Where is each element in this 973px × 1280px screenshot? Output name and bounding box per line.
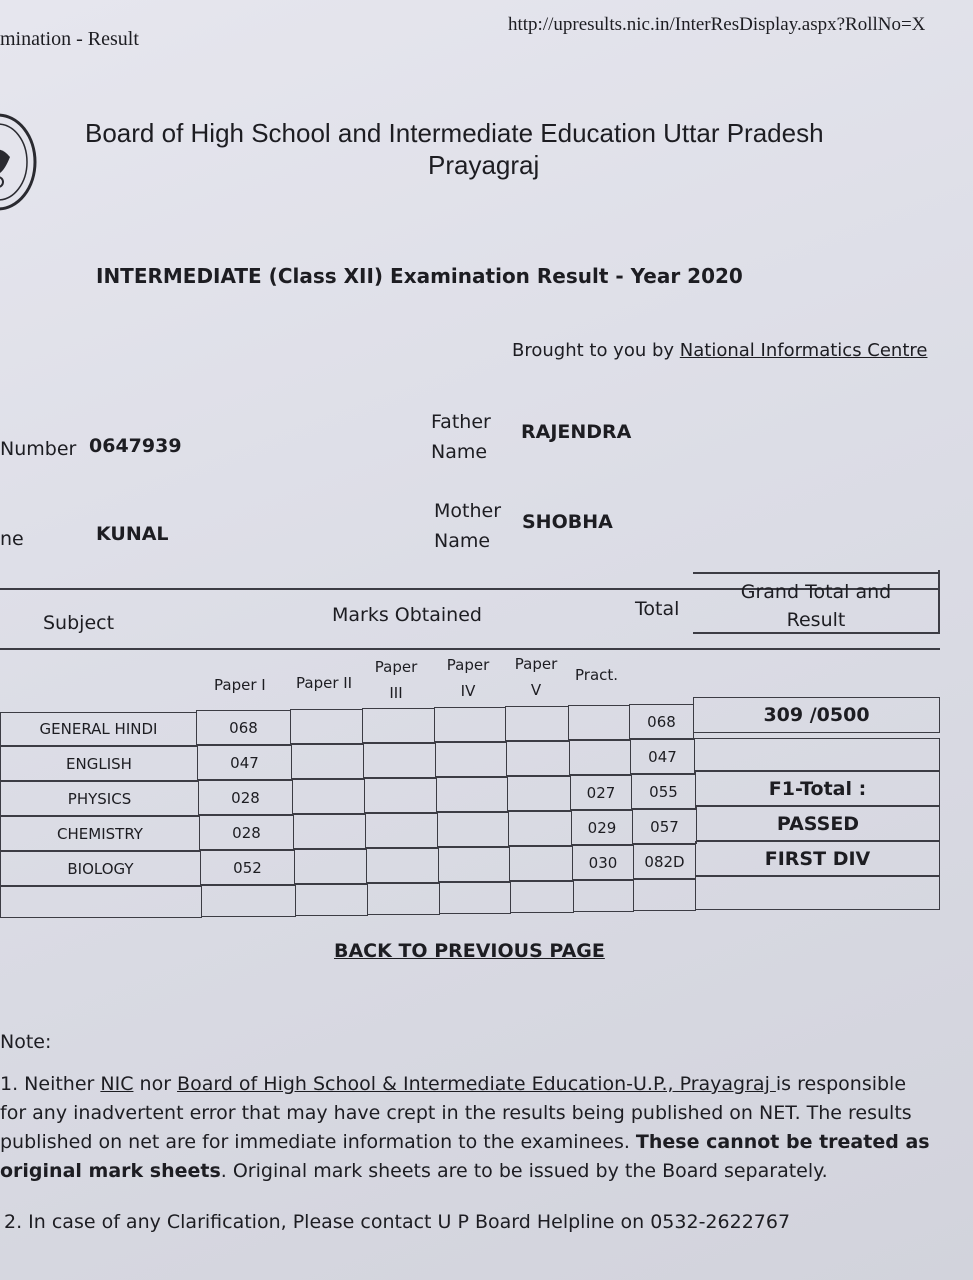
row-3-paper4 (437, 812, 509, 847)
row-3-paper5 (508, 811, 572, 846)
note-1-line1 (0, 1070, 960, 1099)
row-4-paper2 (294, 849, 367, 884)
grand-box-top (693, 572, 940, 574)
brought-by (512, 340, 927, 361)
row-1-paper3 (363, 743, 436, 778)
row-4-total: 082D (633, 844, 696, 879)
note-1-line3-b: These cannot be treated as (635, 1131, 930, 1153)
note-1-line3-a: published on net are for immediate information to the examinees. (0, 1131, 636, 1153)
nic-link[interactable]: National Informatics Centre (679, 340, 928, 361)
note-2: 2. In case of any Clarification, Please contact U P Board Helpline on 0532-2622767 (4, 1211, 791, 1233)
row-3-subject: CHEMISTRY (0, 816, 200, 851)
subheader-paper-5-a: Paper (514, 655, 558, 673)
row-5-paper3 (367, 883, 440, 915)
row-2-paper5 (507, 776, 571, 811)
mother-label-line2: Name (434, 530, 491, 552)
row-2-total: 055 (631, 774, 696, 809)
row-2-subject: PHYSICS (0, 781, 199, 816)
father-label-line2: Name (431, 441, 488, 463)
board-seal-logo (0, 112, 38, 212)
result-f1-total: F1-Total : (695, 771, 940, 806)
row-3-paper3 (365, 813, 438, 848)
subheader-paper-4-b: IV (460, 682, 476, 700)
subheader-paper-1: Paper I (214, 676, 266, 694)
note-1-mid: nor (133, 1073, 178, 1095)
row-0-paper1: 068 (196, 710, 291, 745)
row-1-practical (569, 740, 631, 775)
row-3-practical: 029 (571, 810, 633, 845)
row-0-paper2 (290, 709, 363, 744)
row-3-paper1: 028 (199, 815, 294, 850)
header-grand-line2: Result (786, 609, 846, 631)
header-grand-line1: Grand Total and (740, 581, 892, 603)
row-1-subject: ENGLISH (0, 746, 198, 781)
row-4-practical: 030 (572, 845, 634, 880)
brought-prefix: Brought to you by (512, 340, 675, 361)
note-1-line2: for any inadvertent error that may have crept in the results being published on NET. The results (0, 1102, 912, 1124)
back-to-previous-page-link[interactable]: BACK TO PREVIOUS PAGE (334, 940, 605, 962)
row-1-paper5 (506, 741, 570, 776)
row-2-paper4 (436, 777, 508, 812)
result-division: FIRST DIV (695, 841, 940, 876)
grand-box-right (938, 570, 940, 634)
header-total: Total (635, 598, 680, 620)
student-name-label: ne (0, 528, 24, 550)
row-5-paper4 (439, 882, 511, 914)
row-0-paper4 (434, 707, 506, 742)
subheader-practical: Pract. (575, 666, 619, 684)
mother-name-label (434, 496, 501, 556)
subheader-paper-3-b: III (389, 684, 403, 702)
subheader-paper-3 (374, 654, 418, 706)
print-url: http://upresults.nic.in/InterResDisplay.aspx?RollNo=X (508, 14, 926, 35)
print-page-title: mination - Result (0, 28, 139, 50)
row-2-paper3 (364, 778, 437, 813)
father-name-value: RAJENDRA (521, 421, 632, 443)
row-1-paper1: 047 (197, 745, 292, 780)
note-1-line3 (0, 1128, 960, 1157)
row-3-total: 057 (632, 809, 697, 844)
row-0-total: 068 (629, 704, 694, 739)
mother-label-line1: Mother (434, 500, 502, 522)
note-1-line4 (0, 1157, 960, 1186)
roll-number-value: 0647939 (89, 435, 182, 457)
note-1 (0, 1070, 960, 1186)
subheader-paper-3-a: Paper (374, 658, 418, 676)
subheader-paper-2: Paper II (296, 674, 353, 692)
row-0-paper5 (505, 706, 569, 741)
row-1-paper4 (435, 742, 507, 777)
row-2-paper2 (292, 779, 365, 814)
row-4-subject: BIOLOGY (0, 851, 201, 886)
header-subject: Subject (43, 612, 115, 634)
row-5-paper1 (201, 885, 296, 917)
row-5-subject (0, 886, 202, 918)
row-0-practical (568, 705, 630, 740)
board-title: Board of High School and Intermediate Education Uttar Pradesh (85, 118, 824, 148)
exam-title: INTERMEDIATE (Class XII) Examination Result - Year 2020 (96, 264, 743, 288)
subheader-paper-5-b: V (530, 681, 542, 699)
row-1-paper2 (291, 744, 364, 779)
subheader-paper-5 (514, 651, 558, 703)
row-2-practical: 027 (570, 775, 632, 810)
roll-number-label: Number (0, 438, 77, 460)
row-4-paper1: 052 (200, 850, 295, 885)
result-status: PASSED (696, 806, 940, 841)
subheader-paper-4-a: Paper (446, 656, 490, 674)
father-label-line1: Father (431, 411, 491, 433)
row-5-total (633, 879, 696, 911)
row-5-paper2 (295, 884, 368, 916)
note-1-line4-b: . Original mark sheets are to be issued by the Board separately. (220, 1160, 828, 1182)
subheader-paper-4 (446, 652, 490, 704)
result-blank-cell (694, 738, 940, 771)
note-1-end: is responsible (775, 1073, 907, 1095)
header-marks: Marks Obtained (332, 604, 482, 626)
note-heading: Note: (0, 1031, 52, 1053)
row-0-subject: GENERAL HINDI (0, 712, 197, 746)
row-4-paper4 (438, 847, 510, 882)
note-1-start: 1. Neither (0, 1073, 101, 1095)
row-4-paper5 (509, 846, 573, 881)
note-1-line4-a: original mark sheets (0, 1160, 221, 1182)
student-name-value: KUNAL (96, 523, 169, 545)
row-2-paper1: 028 (198, 780, 293, 815)
row-5-result (695, 876, 940, 910)
row-4-paper3 (366, 848, 439, 883)
note-1-nic-link[interactable]: NIC (100, 1073, 134, 1095)
mother-name-value: SHOBHA (522, 511, 613, 533)
row-0-paper3 (362, 708, 435, 743)
header-grand-total (735, 578, 897, 634)
board-city: Prayagraj (428, 150, 540, 180)
row-1-total: 047 (630, 739, 695, 774)
grand-total-value: 309 /0500 (693, 697, 940, 733)
row-5-practical (573, 880, 634, 912)
row-3-paper2 (293, 814, 366, 849)
father-name-label (431, 407, 491, 467)
note-1-board-link[interactable]: Board of High School & Intermediate Education-U.P., Prayagraj (177, 1073, 776, 1095)
row-5-paper5 (510, 881, 574, 913)
header-bottom-line (0, 648, 940, 650)
